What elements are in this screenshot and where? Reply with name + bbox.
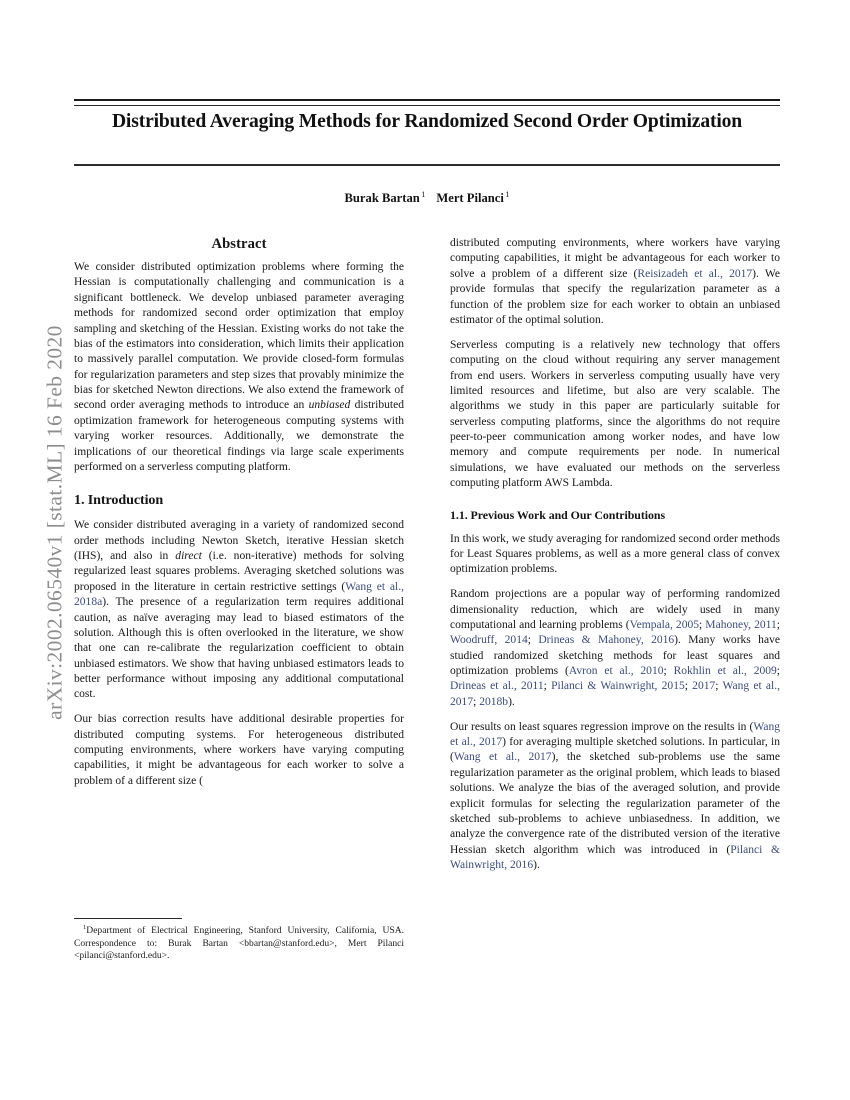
page-title: Distributed Averaging Methods for Randomized Second Order Optimization xyxy=(111,111,743,132)
pw-p3-c: ), the sketched sub-problems use the same regularization parameter as the original problem, which leads to biased solutions. We analyze the bias of the averaged solution, and provide explicit formulas for selecting the regularization parameter of the sketched sub-problems to achieve unbiasedness. In addition, we analyze the convergence rate of the distributed version of the iterative Hessian sketch algorithm which was introduced in ( xyxy=(450,751,781,856)
citation-link[interactable]: 2018b xyxy=(479,695,509,708)
pw-p2-a: Random projections are a popular way of performing randomized dimensionality reduction, which are widely used in many computational and learning problems ( xyxy=(450,588,780,631)
pw-p2-l: ). xyxy=(508,695,515,708)
pw-p2-k: ; xyxy=(473,695,480,708)
header-rule-top xyxy=(74,99,780,106)
author-name-2: Mert Pilanci xyxy=(436,191,504,206)
citation-link[interactable]: Pilanci & Wainwright, 2016 xyxy=(450,843,780,871)
intro-p2-b: ). We provide formulas that specify the regularization parameter as a function of the problem size for each worker to obtain an unbiased estimator of the optimal solution. xyxy=(450,267,780,326)
paper-page xyxy=(74,0,780,1100)
pw-p2-f: ; xyxy=(663,665,674,677)
pw-p2-b: ; xyxy=(699,618,706,631)
citation-link[interactable]: Drineas & Mahoney, 2016 xyxy=(538,634,675,647)
citation-link[interactable]: Rokhlin et al., 2009 xyxy=(673,665,777,677)
arxiv-stamp xyxy=(0,0,72,1100)
author-name-1: Burak Bartan xyxy=(344,191,420,206)
right-column xyxy=(450,236,780,883)
intro-p1-b: (i.e. non-iterative) methods for solving regularized least squares problems. Averaging sketched solutions was proposed in the literature in certain restrictive settings ( xyxy=(74,550,405,593)
abstract-text-part-1: We consider distributed optimization problems where forming the Hessian is computationally challenging and communication is a significant bottleneck. We develop unbiased parameter averaging methods for randomized second order optimization that employ sampling and sketching of the Hessian. Existing works do not take the bias of the estimators into consideration, which limits their application to massively parallel computation. We provide closed-form formulas for regularization parameters and step sizes that provably minimize the bias for sketched Newton directions. We also extend the framework of second order averaging methods to introduce an xyxy=(74,261,404,412)
pw-p2-h: ; xyxy=(543,680,552,693)
abstract-emphasis: unbiased xyxy=(308,399,351,412)
previous-work-paragraph-3 xyxy=(450,720,780,874)
header-rule-bottom xyxy=(74,164,780,166)
footnote-rule xyxy=(74,918,182,919)
pw-p3-b: ) for averaging multiple sketched solutions. In particular, in ( xyxy=(450,736,780,764)
previous-work-paragraph-1: In this work, we study averaging for randomized second order methods for Least Squares problems, as well as a more general class of convex optimization problems. xyxy=(450,532,780,576)
title-block xyxy=(74,110,780,134)
intro-p1-a: We consider distributed averaging in a variety of randomized second order methods including Newton Sketch, iterative Hessian sketch (IHS), and also in xyxy=(74,519,404,562)
abstract-text-part-2: distributed optimization framework for heterogeneous computing systems with varying worker resources. Additionally, we demonstrate the implications of our theoretical findings via large scale experiments performed on a serverless computing platform. xyxy=(74,399,404,473)
section-heading-introduction: 1. Introduction xyxy=(74,492,164,509)
intro-p1-c: ). The presence of a regularization term requires additional caution, as naïve averaging may lead to biased estimators of the solution. Although this is often overlooked in the literature, we show that one can re-calibrate the regularization coefficient to obtain unbiased estimators. We show that having unbiased estimators leads to better performance without imposing any additional computational cost. xyxy=(74,596,404,701)
pw-p2-j: ; xyxy=(715,680,723,693)
citation-link[interactable]: Reisizadeh et al., 2017 xyxy=(637,267,753,280)
author-list xyxy=(74,190,780,206)
pw-p2-c: ; xyxy=(776,618,780,631)
intro-paragraph-2-continued xyxy=(450,236,780,328)
citation-link[interactable]: Mahoney, 2011 xyxy=(705,618,777,631)
abstract-paragraph xyxy=(74,260,404,475)
abstract-heading: Abstract xyxy=(211,236,267,252)
intro-paragraph-2-left-part xyxy=(74,712,404,789)
citation-link[interactable]: Wang et al., 2018a xyxy=(74,580,405,609)
two-column-body xyxy=(74,236,780,1026)
pw-p2-g: ; xyxy=(776,665,781,677)
intro-p2-continuation: distributed computing environments, where workers have varying computing capabilities, it might be advantageous for each worker to solve a problem of a different size ( xyxy=(450,237,780,280)
citation-link[interactable]: Wang et al., 2017 xyxy=(450,720,780,748)
intro-p2-a: Our bias correction results have additional desirable properties for distributed computing systems. For heterogeneous distributed computing environments, where workers have varying computing capabilities, it might be advantageous for each worker to solve a problem of a different size ( xyxy=(74,713,404,787)
pw-p2-i: ; xyxy=(684,680,693,693)
intro-paragraph-3: Serverless computing is a relatively new technology that offers computing on the cloud without requiring any server management from end users. Workers in serverless computing usually have very limited resources and lifetime, but also are very scalable. The algorithms we study in this paper are particularly suitable for serverless computing platforms, since the algorithms do not require peer-to-peer communication among worker nodes, and have low memory and compute requirements per node. In numerical simulations, we have evaluated our methods on the serverless computing platform AWS Lambda. xyxy=(450,338,780,490)
author-affiliation-mark-1: 1 xyxy=(421,190,426,199)
citation-link[interactable]: Drineas et al., 2011 xyxy=(450,680,544,693)
citation-link[interactable]: 2017 xyxy=(692,680,716,693)
citation-link[interactable]: Wang et al., 2017 xyxy=(453,751,552,764)
footnote-text-wrapper xyxy=(74,924,404,963)
footnote-text: Department of Electrical Engineering, Stanford University, California, USA. Correspondence to: Burak Bartan <bbartan@stanford.edu>, Mert Pilanci <pilanci@stanford.edu>. xyxy=(74,925,404,962)
citation-link[interactable]: Avron et al., 2010 xyxy=(568,665,664,677)
citation-link[interactable]: Wang et al., 2017 xyxy=(450,680,780,708)
footnote-mark: 1 xyxy=(83,924,87,931)
author-affiliation-mark-2: 1 xyxy=(505,190,510,199)
previous-work-paragraph-2 xyxy=(450,587,780,710)
footnote-block xyxy=(74,918,404,963)
pw-p2-e: ). Many works have studied randomized sketching methods for least squares and optimization problems ( xyxy=(450,634,780,677)
left-column xyxy=(74,236,404,789)
pw-p3-d: ). xyxy=(533,859,540,871)
intro-paragraph-1 xyxy=(74,518,404,703)
citation-link[interactable]: Pilanci & Wainwright, 2015 xyxy=(551,680,685,693)
intro-p1-emphasis: direct xyxy=(175,550,202,562)
subsection-heading-previous-work: 1.1. Previous Work and Our Contributions xyxy=(450,507,666,522)
citation-link[interactable]: Vempala, 2005 xyxy=(629,618,700,631)
arxiv-stamp-text: arXiv:2002.06540v1 [stat.ML] 16 Feb 2020 xyxy=(42,325,67,720)
pw-p2-d: ; xyxy=(527,634,539,647)
citation-link[interactable]: Woodruff, 2014 xyxy=(450,634,528,647)
pw-p3-a: Our results on least squares regression improve on the results in ( xyxy=(450,720,754,733)
